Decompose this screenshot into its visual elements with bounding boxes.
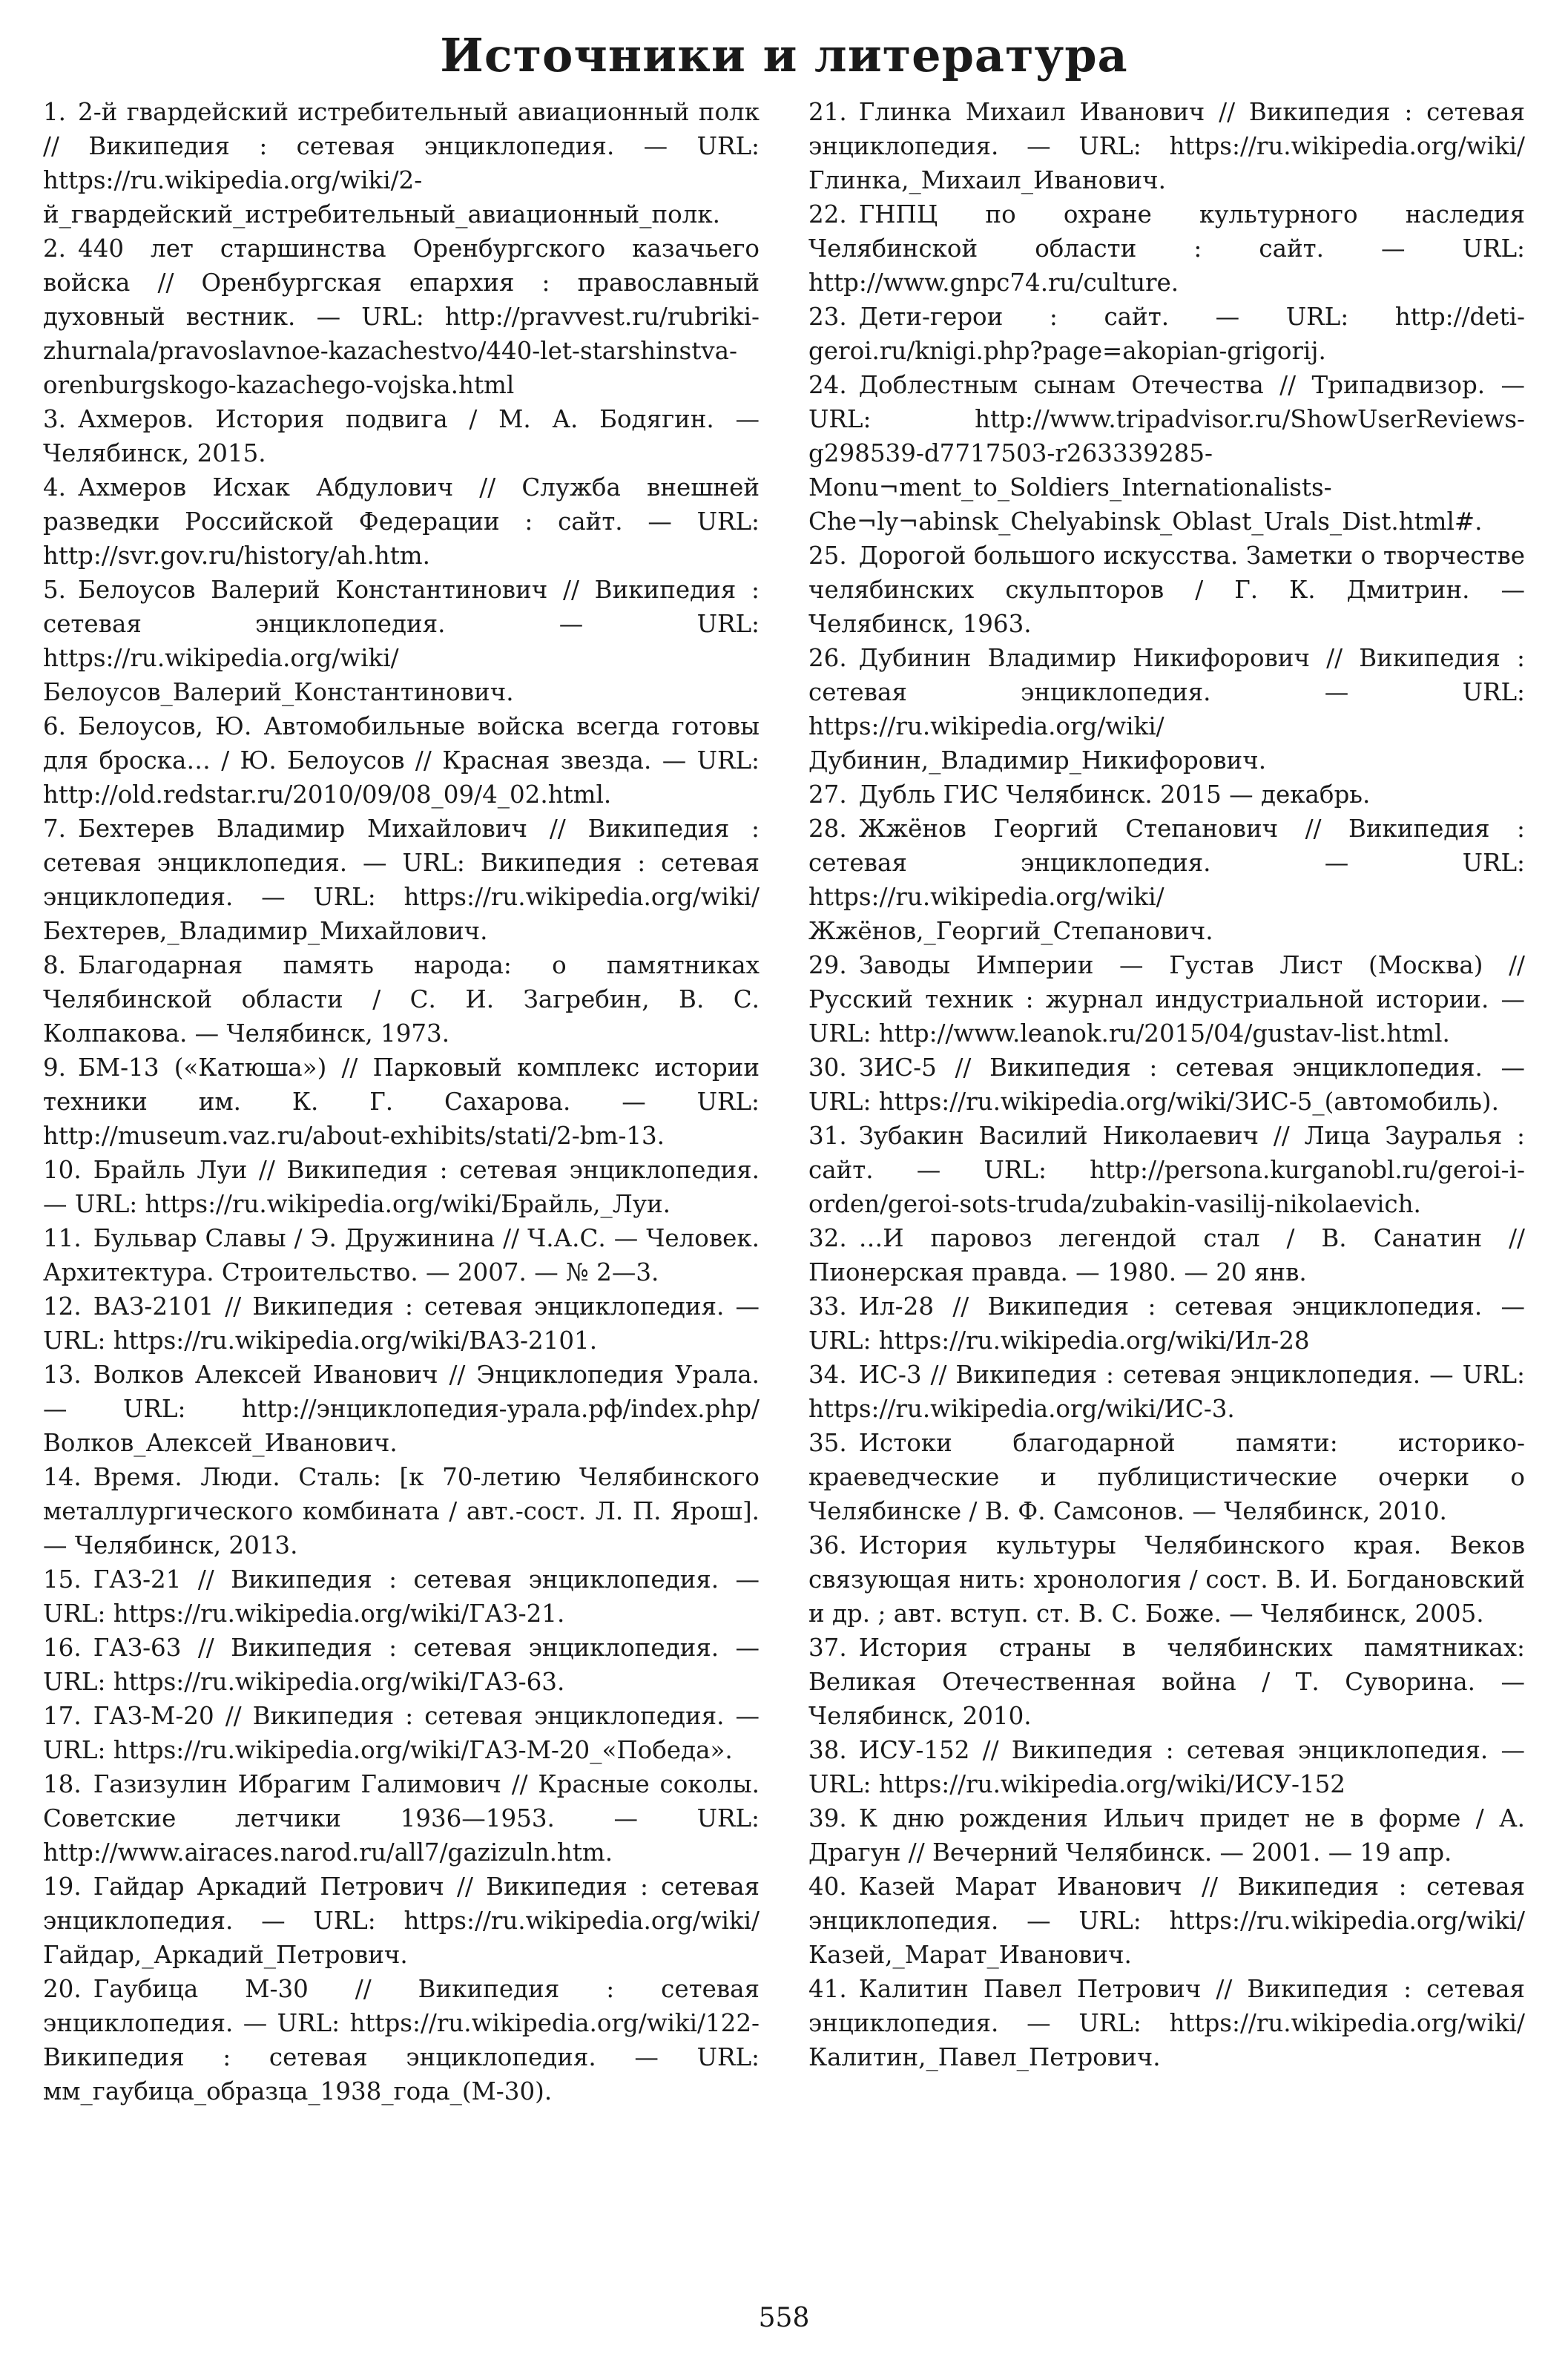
reference-text: БМ-13 («Катюша») // Парковый комплекс истории техники им. К. Г. Сахарова. — URL: http://museum.vaz.ru/about-exhibits/stati/2-bm-13. <box>43 1053 760 1150</box>
reference-entry <box>808 1221 1525 1289</box>
reference-number: 36. <box>808 1531 847 1559</box>
reference-number: 12. <box>43 1292 82 1321</box>
reference-number: 24. <box>808 371 847 399</box>
reference-entry <box>43 1562 760 1631</box>
reference-number: 22. <box>808 200 847 229</box>
reference-text: ГАЗ-63 // Википедия : сетевая энциклопедия. — URL: https://ru.wikipedia.org/wiki/ГАЗ-63. <box>43 1634 760 1696</box>
reference-entry <box>808 1051 1525 1119</box>
reference-entry <box>43 1358 760 1460</box>
reference-entry <box>43 1972 760 2108</box>
reference-entry <box>808 1631 1525 1733</box>
reference-text: Гайдар Аркадий Петрович // Википедия : сетевая энциклопедия. — URL: https://ru.wikipedia.org/wiki/Гайдар,_Аркадий_Петрович. <box>43 1873 760 1969</box>
reference-entry <box>43 948 760 1051</box>
reference-entry <box>808 1972 1525 2074</box>
reference-number: 21. <box>808 98 847 126</box>
references-right-column <box>808 95 1525 2074</box>
reference-entry <box>43 402 760 470</box>
reference-number: 15. <box>43 1565 82 1594</box>
reference-number: 26. <box>808 644 847 672</box>
reference-number: 35. <box>808 1429 847 1457</box>
reference-entry <box>808 1426 1525 1528</box>
reference-number: 29. <box>808 951 847 979</box>
reference-text: История культуры Челябинского края. Веков связующая нить: хронология / сост. В. И. Богдановский и др. ; авт. вступ. ст. В. С. Боже. — Челябинск, 2005. <box>808 1531 1525 1628</box>
reference-text: ВАЗ-2101 // Википедия : сетевая энциклопедия. — URL: https://ru.wikipedia.org/wiki/ВАЗ-2101. <box>43 1292 760 1355</box>
reference-text: Дети-герои : сайт. — URL: http://deti-geroi.ru/knigi.php?page=akopian-grigorij. <box>808 303 1525 365</box>
reference-entry <box>808 777 1525 812</box>
reference-entry <box>43 95 760 231</box>
reference-text: Ахмеров Исхак Абдулович // Служба внешней разведки Российской Федерации : сайт. — URL: http://svr.gov.ru/history/ah.htm. <box>43 473 760 570</box>
reference-entry <box>43 709 760 812</box>
reference-number: 40. <box>808 1873 847 1901</box>
reference-entry <box>808 641 1525 777</box>
reference-entry <box>808 1870 1525 1972</box>
reference-text: ГАЗ-21 // Википедия : сетевая энциклопедия. — URL: https://ru.wikipedia.org/wiki/ГАЗ-21. <box>43 1565 760 1628</box>
reference-entry <box>43 231 760 402</box>
reference-text: Волков Алексей Иванович // Энциклопедия Урала. — URL: http://энциклопедия-урала.рф/index.php/Волков_Алексей_Иванович. <box>43 1361 760 1457</box>
reference-number: 6. <box>43 712 67 740</box>
reference-text: Ахмеров. История подвига / М. А. Бодягин. — Челябинск, 2015. <box>43 405 760 467</box>
reference-text: Ил-28 // Википедия : сетевая энциклопедия. — URL: https://ru.wikipedia.org/wiki/Ил-28 <box>808 1292 1525 1355</box>
reference-text: Дубинин Владимир Никифорович // Википедия : сетевая энциклопедия. — URL: https://ru.wikipedia.org/wiki/Дубинин,_Владимир_Никифорович. <box>808 644 1525 775</box>
reference-entry <box>43 470 760 573</box>
reference-number: 20. <box>43 1975 82 2003</box>
reference-number: 19. <box>43 1873 82 1901</box>
reference-text: Благодарная память народа: о памятниках Челябинской области / С. И. Загребин, В. С. Колпакова. — Челябинск, 1973. <box>43 951 760 1048</box>
reference-text: 2-й гвардейский истребительный авиационный полк // Википедия : сетевая энциклопедия. — URL: https://ru.wikipedia.org/wiki/2-й_гвардейский_истребительный_авиационный_полк. <box>43 98 760 229</box>
reference-number: 33. <box>808 1292 847 1321</box>
reference-number: 5. <box>43 576 67 604</box>
reference-text: Глинка Михаил Иванович // Википедия : сетевая энциклопедия. — URL: https://ru.wikipedia.org/wiki/Глинка,_Михаил_Иванович. <box>808 98 1525 194</box>
reference-number: 14. <box>43 1463 82 1491</box>
reference-text: ИСУ-152 // Википедия : сетевая энциклопедия. — URL: https://ru.wikipedia.org/wiki/ИСУ-152 <box>808 1736 1525 1798</box>
reference-number: 11. <box>43 1224 82 1252</box>
reference-number: 30. <box>808 1053 847 1082</box>
reference-text: Зубакин Василий Николаевич // Лица Зауралья : сайт. — URL: http://persona.kurganobl.ru/geroi-i-orden/geroi-sots-truda/zubakin-vasilij-nikolaevich. <box>808 1122 1525 1218</box>
page-number: 558 <box>758 2303 810 2333</box>
reference-number: 38. <box>808 1736 847 1764</box>
reference-text: ГНПЦ по охране культурного наследия Челябинской области : сайт. — URL: http://www.gnpc74.ru/culture. <box>808 200 1525 297</box>
reference-number: 25. <box>808 542 847 570</box>
reference-text: Бехтерев Владимир Михайлович // Википедия : сетевая энциклопедия. — URL: Википедия : сетевая энциклопедия. — URL: https://ru.wikipedia.org/wiki/Бехтерев,_Владимир_Михайлович. <box>43 815 760 945</box>
reference-number: 34. <box>808 1361 847 1389</box>
reference-number: 18. <box>43 1770 82 1798</box>
reference-text: Брайль Луи // Википедия : сетевая энциклопедия. — URL: https://ru.wikipedia.org/wiki/Брайль,_Луи. <box>43 1156 760 1218</box>
reference-text: ЗИС-5 // Википедия : сетевая энциклопедия. — URL: https://ru.wikipedia.org/wiki/ЗИС-5_(автомобиль). <box>808 1053 1525 1116</box>
reference-entry <box>808 812 1525 948</box>
reference-text: Дубль ГИС Челябинск. 2015 — декабрь. <box>858 780 1371 809</box>
reference-number: 16. <box>43 1634 82 1662</box>
reference-entry <box>808 1528 1525 1631</box>
reference-number: 10. <box>43 1156 82 1184</box>
reference-number: 41. <box>808 1975 847 2003</box>
reference-text: Время. Люди. Сталь: [к 70-летию Челябинского металлургического комбината / авт.-сост. Л. П. Ярош]. — Челябинск, 2013. <box>43 1463 760 1559</box>
reference-entry <box>43 1870 760 1972</box>
reference-number: 23. <box>808 303 847 331</box>
reference-entry <box>43 573 760 709</box>
reference-entry <box>808 948 1525 1051</box>
reference-entry <box>43 1221 760 1289</box>
reference-number: 1. <box>43 98 67 126</box>
reference-number: 28. <box>808 815 847 843</box>
reference-text: К дню рождения Ильич придет не в форме / А. Драгун // Вечерний Челябинск. — 2001. — 19 апр. <box>808 1804 1525 1867</box>
reference-entry <box>808 1733 1525 1801</box>
reference-text: История страны в челябинских памятниках: Великая Отечественная война / Т. Суворина. — Челябинск, 2010. <box>808 1634 1525 1730</box>
reference-entry <box>43 1631 760 1699</box>
reference-number: 13. <box>43 1361 82 1389</box>
reference-entry <box>808 300 1525 368</box>
reference-entry <box>43 812 760 948</box>
reference-text: ИС-3 // Википедия : сетевая энциклопедия. — URL: https://ru.wikipedia.org/wiki/ИС-3. <box>808 1361 1525 1423</box>
reference-text: Гаубица М-30 // Википедия : сетевая энциклопедия. — URL: https://ru.wikipedia.org/wiki/122-Википедия : сетевая энциклопедия. — URL: мм_гаубица_образца_1938_года_(М-30). <box>43 1975 760 2105</box>
reference-entry <box>43 1767 760 1870</box>
reference-number: 39. <box>808 1804 847 1832</box>
reference-entry <box>43 1460 760 1562</box>
reference-text: ГАЗ-М-20 // Википедия : сетевая энциклопедия. — URL: https://ru.wikipedia.org/wiki/ГАЗ-М-20_«Победа». <box>43 1702 760 1764</box>
reference-number: 3. <box>43 405 67 433</box>
page-title: Источники и литература <box>440 28 1128 82</box>
reference-text: Доблестным сынам Отечества // Трипадвизор. — URL: http://www.tripadvisor.ru/ShowUserReviews-g298539-d7717503-r263339285-Monu¬ment_to_Soldiers_Internationalists-Che¬ly¬abinsk_Chelyabinsk_Oblast_Urals_Dist.html#. <box>808 371 1525 536</box>
reference-entry <box>43 1051 760 1153</box>
reference-number: 2. <box>43 234 67 263</box>
reference-text: Белоусов Валерий Константинович // Википедия : сетевая энциклопедия. — URL: https://ru.wikipedia.org/wiki/ Белоусов_Валерий_Константинович. <box>43 576 760 706</box>
reference-entry <box>808 197 1525 300</box>
reference-text: Жжёнов Георгий Степанович // Википедия : сетевая энциклопедия. — URL: https://ru.wikipedia.org/wiki/Жжёнов,_Георгий_Степанович. <box>808 815 1525 945</box>
reference-entry <box>808 1119 1525 1221</box>
reference-text: Дорогой большого искусства. Заметки о творчестве челябинских скульпторов / Г. К. Дмитрин. — Челябинск, 1963. <box>808 542 1525 638</box>
reference-number: 27. <box>808 780 847 809</box>
reference-entry <box>808 1289 1525 1358</box>
reference-number: 17. <box>43 1702 82 1730</box>
reference-entry <box>43 1699 760 1767</box>
reference-entry <box>808 368 1525 539</box>
references-left-column <box>43 95 760 2108</box>
reference-text: Истоки благодарной памяти: историко-краеведческие и публицистические очерки о Челябинске / В. Ф. Самсонов. — Челябинск, 2010. <box>808 1429 1525 1525</box>
reference-text: Казей Марат Иванович // Википедия : сетевая энциклопедия. — URL: https://ru.wikipedia.org/wiki/Казей,_Марат_Иванович. <box>808 1873 1525 1969</box>
reference-text: …И паровоз легендой стал / В. Санатин // Пионерская правда. — 1980. — 20 янв. <box>808 1224 1525 1286</box>
reference-number: 8. <box>43 951 67 979</box>
reference-number: 37. <box>808 1634 847 1662</box>
reference-text: Калитин Павел Петрович // Википедия : сетевая энциклопедия. — URL: https://ru.wikipedia.org/wiki/Калитин,_Павел_Петрович. <box>808 1975 1525 2071</box>
reference-entry <box>43 1153 760 1221</box>
reference-text: Заводы Империи — Густав Лист (Москва) // Русский техник : журнал индустриальной истории. — URL: http://www.leanok.ru/2015/04/gustav-list.html. <box>808 951 1525 1048</box>
reference-number: 7. <box>43 815 67 843</box>
reference-entry <box>808 539 1525 641</box>
reference-number: 31. <box>808 1122 847 1150</box>
reference-number: 32. <box>808 1224 847 1252</box>
reference-entry <box>808 1801 1525 1870</box>
reference-text: Белоусов, Ю. Автомобильные войска всегда готовы для броска… / Ю. Белоусов // Красная звезда. — URL: http://old.redstar.ru/2010/09/08_09/4_02.html. <box>43 712 760 809</box>
reference-number: 4. <box>43 473 67 502</box>
reference-entry <box>808 95 1525 197</box>
reference-text: 440 лет старшинства Оренбургского казачьего войска // Оренбургская епархия : православный духовный вестник. — URL: http://pravvest.ru/rubriki-zhurnala/pravoslavnoe-kazachestvo/440-let-starshinstva-orenburgskogo-kazachego-vojska.html <box>43 234 760 399</box>
reference-number: 9. <box>43 1053 67 1082</box>
reference-entry <box>43 1289 760 1358</box>
reference-text: Газизулин Ибрагим Галимович // Красные соколы. Советские летчики 1936—1953. — URL: http://www.airaces.narod.ru/all7/gazizuln.htm. <box>43 1770 760 1867</box>
reference-entry <box>808 1358 1525 1426</box>
reference-text: Бульвар Славы / Э. Дружинина // Ч.А.С. — Человек. Архитектура. Строительство. — 2007. — № 2—3. <box>43 1224 760 1286</box>
